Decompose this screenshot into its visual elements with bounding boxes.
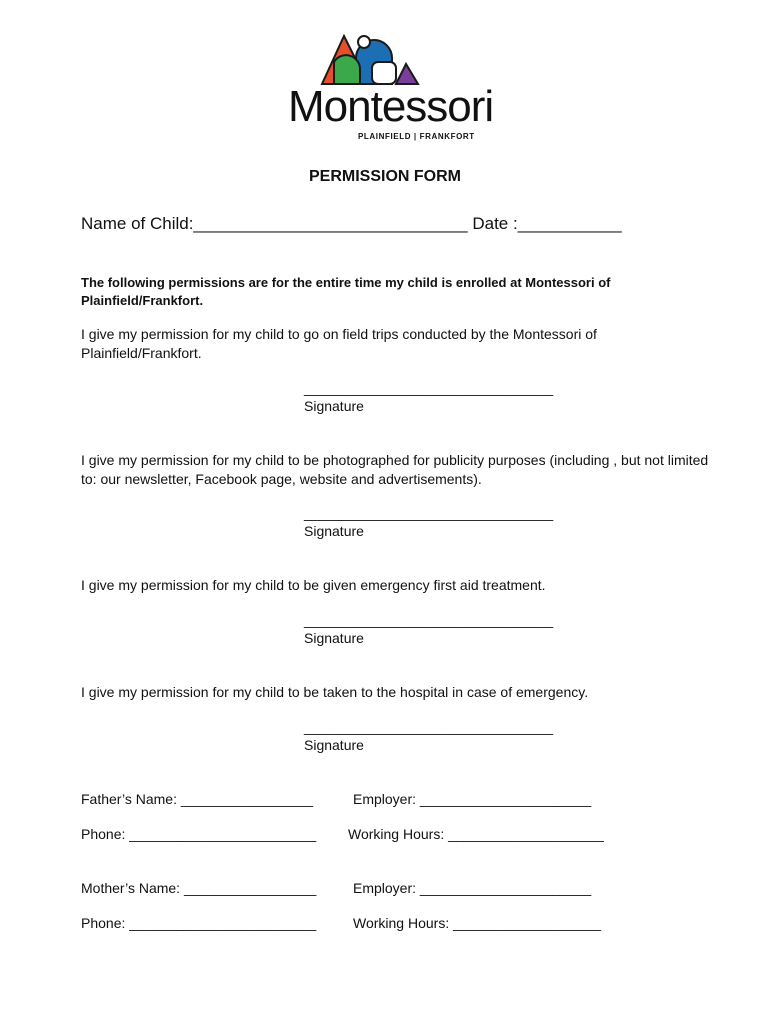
- brand-name: Montessori: [288, 82, 494, 131]
- signature-label-1: Signature: [304, 398, 364, 414]
- logo-green-shape: [334, 55, 360, 84]
- permission-photographs: I give my permission for my child to be photographed for publicity purposes (including , but not limited to: our newsletter, Facebook page, website and advertisements).: [81, 452, 709, 487]
- permission-first-aid: I give my permission for my child to be given emergency first aid treatment.: [81, 577, 546, 593]
- brand-subtitle: PLAINFIELD | FRANKFORT: [358, 132, 475, 141]
- signature-line-3[interactable]: ________________________________: [304, 612, 554, 628]
- mother-phone-field[interactable]: Phone: ________________________: [81, 915, 317, 931]
- father-phone-field[interactable]: Phone: ________________________: [81, 826, 317, 842]
- logo-purple-triangle: [396, 64, 418, 84]
- permission-field-trips: I give my permission for my child to go on field trips conducted by the Montessori of Plainfield/Frankfort.: [81, 326, 597, 361]
- intro-text: The following permissions are for the entire time my child is enrolled at Montessori of Plainfield/Frankfort.: [81, 275, 611, 308]
- child-name-date-line[interactable]: Name of Child:_____________________________ Date :___________: [81, 214, 622, 233]
- logo-white-shape: [372, 62, 396, 84]
- signature-line-2[interactable]: ________________________________: [304, 505, 554, 521]
- mother-hours-field[interactable]: Working Hours: ___________________: [353, 915, 602, 931]
- signature-label-2: Signature: [304, 523, 364, 539]
- mother-employer-field[interactable]: Employer: ______________________: [353, 880, 592, 896]
- signature-label-4: Signature: [304, 737, 364, 753]
- permission-hospital: I give my permission for my child to be taken to the hospital in case of emergency.: [81, 684, 589, 700]
- signature-line-4[interactable]: ________________________________: [304, 719, 554, 735]
- signature-label-3: Signature: [304, 630, 364, 646]
- father-employer-field[interactable]: Employer: ______________________: [353, 791, 592, 807]
- father-hours-field[interactable]: Working Hours: ____________________: [348, 826, 604, 842]
- form-title: PERMISSION FORM: [308, 168, 461, 185]
- mother-name-field[interactable]: Mother’s Name: _________________: [81, 880, 317, 896]
- father-name-field[interactable]: Father’s Name: _________________: [81, 791, 314, 807]
- logo-circle: [358, 36, 370, 48]
- signature-line-1[interactable]: ________________________________: [304, 380, 554, 396]
